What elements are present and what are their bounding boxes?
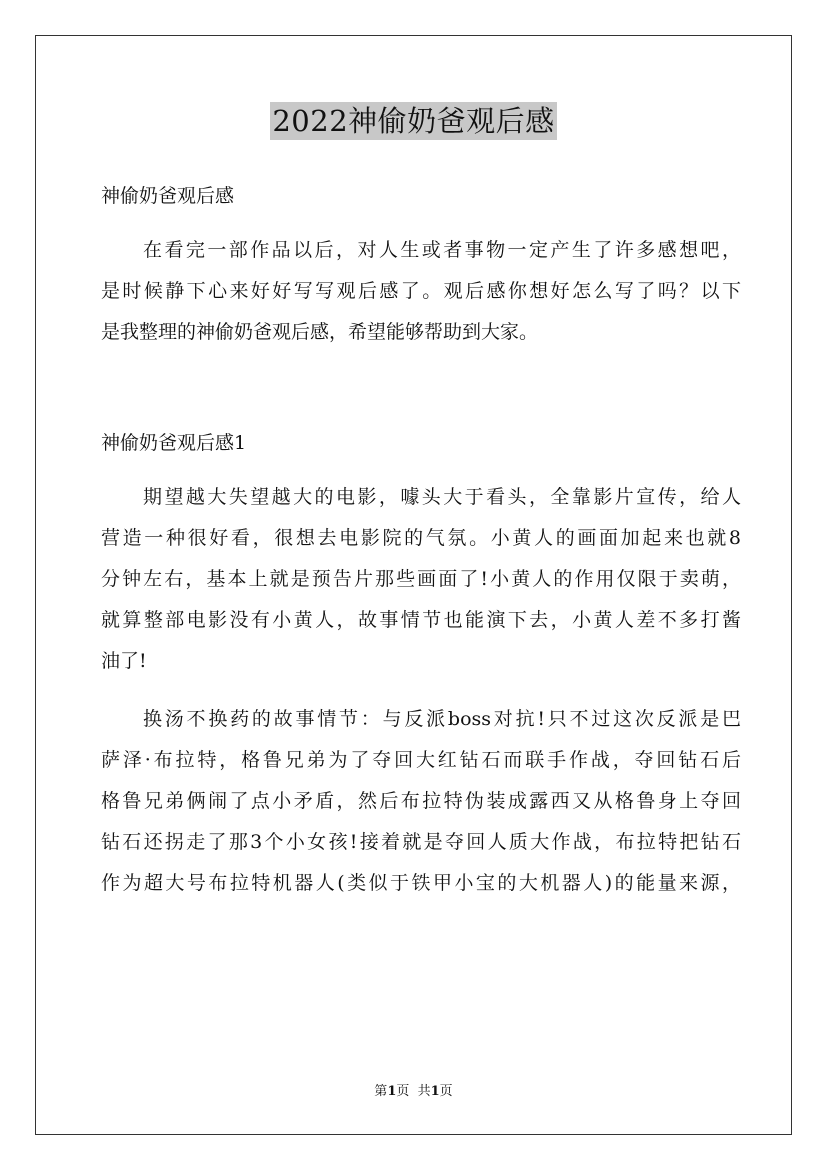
paragraph-line: 钻石还拐走了那3个小女孩!接着就是夺回人质大作战，布拉特把钻石 xyxy=(101,831,741,853)
paragraph-line: 作为超大号布拉特机器人(类似于铁甲小宝的大机器人)的能量来源， xyxy=(101,872,741,894)
paragraph-2 xyxy=(101,699,741,904)
paragraph-line: 是我整理的神偷奶爸观后感，希望能够帮助到大家。 xyxy=(101,321,539,343)
section-heading: 神偷奶爸观后感1 xyxy=(101,432,247,454)
title-container xyxy=(0,102,827,140)
footer-page-total: 1 xyxy=(430,1084,440,1099)
paragraph-1 xyxy=(101,477,741,682)
paragraph-line: 是时候静下心来好好写写观后感了。观后感你想好怎么写了吗？以下 xyxy=(101,280,741,302)
paragraph-line: 油了! xyxy=(101,650,147,672)
paragraph-line: 期望越大失望越大的电影，噱头大于看头，全靠影片宣传，给人 xyxy=(143,486,741,508)
paragraph-line: 格鲁兄弟俩闹了点小矛盾，然后布拉特伪装成露西又从格鲁身上夺回 xyxy=(101,790,741,812)
footer-page-number: 1 xyxy=(387,1084,397,1099)
paragraph-line: 换汤不换药的故事情节：与反派boss对抗!只不过这次反派是巴 xyxy=(143,708,741,730)
document-body xyxy=(101,176,741,921)
paragraph-line: 营造一种很好看，很想去电影院的气氛。小黄人的画面加起来也就8 xyxy=(101,527,741,549)
paragraph-line: 分钟左右，基本上就是预告片那些画面了!小黄人的作用仅限于卖萌， xyxy=(101,568,741,590)
footer-page-suffix: 页 xyxy=(439,1084,453,1099)
document-subtitle: 神偷奶爸观后感 xyxy=(101,185,235,207)
footer-page-mid: 页 共 xyxy=(396,1084,431,1099)
paragraph-line: 在看完一部作品以后，对人生或者事物一定产生了许多感想吧， xyxy=(143,239,741,261)
footer-page-prefix: 第 xyxy=(374,1084,388,1099)
document-title: 2022神偷奶爸观后感 xyxy=(272,104,555,138)
paragraph-line: 萨泽·布拉特，格鲁兄弟为了夺回大红钻石而联手作战，夺回钻石后 xyxy=(101,749,741,771)
intro-paragraph xyxy=(101,230,741,353)
paragraph-line: 就算整部电影没有小黄人，故事情节也能演下去，小黄人差不多打酱 xyxy=(101,609,741,631)
page-footer xyxy=(0,1083,827,1101)
